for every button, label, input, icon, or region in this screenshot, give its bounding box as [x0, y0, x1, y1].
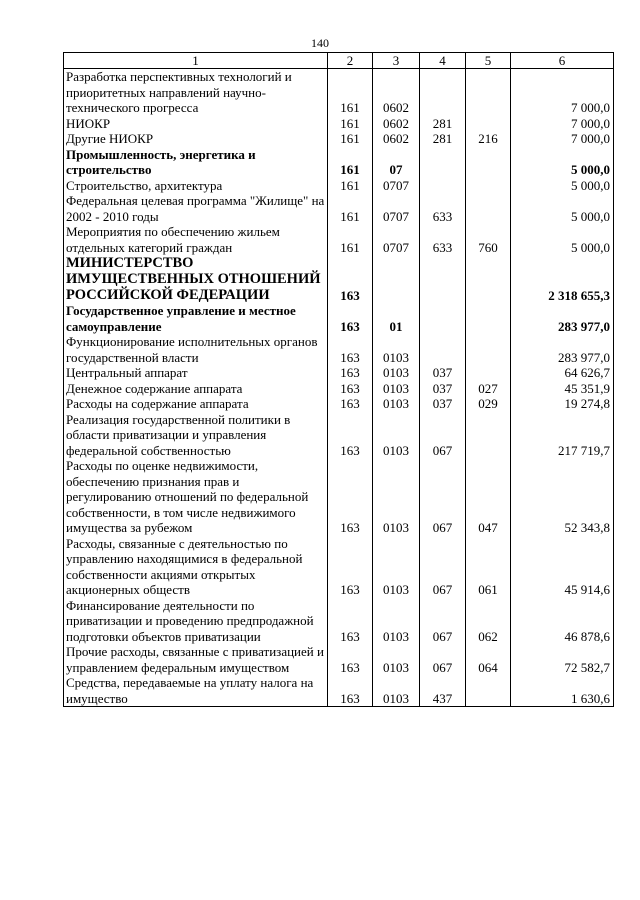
table-row [64, 598, 614, 645]
table-row [64, 69, 614, 116]
section-code: 01 [373, 303, 420, 334]
ministry-code: 163 [328, 303, 373, 334]
table-row [64, 396, 614, 412]
section-code: 0103 [373, 396, 420, 412]
section-code: 07 [373, 147, 420, 178]
row-name: МИНИСТЕРСТВО ИМУЩЕСТВЕННЫХ ОТНОШЕНИЙ РОССИЙСКОЙ ФЕДЕРАЦИИ [64, 255, 328, 303]
section-code: 0707 [373, 178, 420, 194]
target-code: 633 [420, 224, 466, 255]
ministry-code: 163 [328, 255, 373, 303]
section-code: 0103 [373, 412, 420, 459]
page-number: 140 [311, 36, 329, 50]
section-code: 0103 [373, 536, 420, 598]
section-code: 0103 [373, 458, 420, 536]
table-body [64, 69, 614, 707]
row-name: Расходы по оценке недвижимости, обеспечению признания прав и регулированию отношений по федеральной собственности, в том числе недвижимого имущества за рубежом [64, 458, 328, 536]
amount-value: 1 630,6 [511, 675, 614, 707]
target-code [420, 303, 466, 334]
section-code: 0103 [373, 334, 420, 365]
expense-code [466, 303, 511, 334]
expense-code [466, 178, 511, 194]
target-code: 281 [420, 131, 466, 147]
section-code: 0103 [373, 381, 420, 397]
table-row [64, 458, 614, 536]
table-row [64, 536, 614, 598]
amount-value: 64 626,7 [511, 365, 614, 381]
amount-value: 46 878,6 [511, 598, 614, 645]
ministry-code: 163 [328, 675, 373, 707]
table-row [64, 644, 614, 675]
amount-value: 5 000,0 [511, 147, 614, 178]
row-name: Строительство, архитектура [64, 178, 328, 194]
amount-value: 7 000,0 [511, 69, 614, 116]
expense-code: 062 [466, 598, 511, 645]
target-code: 037 [420, 365, 466, 381]
expense-code: 061 [466, 536, 511, 598]
ministry-code: 161 [328, 147, 373, 178]
amount-value: 45 351,9 [511, 381, 614, 397]
expense-code: 760 [466, 224, 511, 255]
section-code: 0602 [373, 116, 420, 132]
ministry-code: 163 [328, 458, 373, 536]
row-name: НИОКР [64, 116, 328, 132]
row-name: Разработка перспективных технологий и приоритетных направлений научно-технического прогресса [64, 69, 328, 116]
ministry-code: 163 [328, 334, 373, 365]
ministry-code: 163 [328, 644, 373, 675]
amount-value: 217 719,7 [511, 412, 614, 459]
ministry-code: 161 [328, 178, 373, 194]
ministry-code: 163 [328, 365, 373, 381]
amount-value: 5 000,0 [511, 178, 614, 194]
ministry-code: 163 [328, 412, 373, 459]
section-code: 0103 [373, 598, 420, 645]
target-code: 067 [420, 598, 466, 645]
amount-value: 52 343,8 [511, 458, 614, 536]
ministry-code: 161 [328, 193, 373, 224]
amount-value: 283 977,0 [511, 303, 614, 334]
ministry-code: 161 [328, 69, 373, 116]
expense-code [466, 365, 511, 381]
expense-code [466, 412, 511, 459]
row-name: Функционирование исполнительных органов государственной власти [64, 334, 328, 365]
table-row [64, 255, 614, 303]
section-code: 0602 [373, 69, 420, 116]
row-name: Реализация государственной политики в области приватизации и управления федеральной собственностью [64, 412, 328, 459]
table-row [64, 178, 614, 194]
table-row [64, 381, 614, 397]
column-header-6: 6 [511, 53, 614, 69]
expense-code [466, 116, 511, 132]
section-code: 0103 [373, 644, 420, 675]
amount-value: 5 000,0 [511, 193, 614, 224]
target-code [420, 178, 466, 194]
row-name: Прочие расходы, связанные с приватизацией и управлением федеральным имуществом [64, 644, 328, 675]
row-name: Центральный аппарат [64, 365, 328, 381]
target-code: 037 [420, 396, 466, 412]
expense-code [466, 69, 511, 116]
expense-code: 216 [466, 131, 511, 147]
table-row [64, 675, 614, 707]
section-code: 0602 [373, 131, 420, 147]
amount-value: 45 914,6 [511, 536, 614, 598]
target-code: 067 [420, 644, 466, 675]
amount-value: 7 000,0 [511, 131, 614, 147]
expense-code [466, 193, 511, 224]
section-code: 0707 [373, 224, 420, 255]
target-code [420, 334, 466, 365]
table-row [64, 131, 614, 147]
table-header [64, 53, 614, 69]
table-row [64, 224, 614, 255]
ministry-code: 161 [328, 224, 373, 255]
table-row [64, 412, 614, 459]
table-row [64, 116, 614, 132]
amount-value: 2 318 655,3 [511, 255, 614, 303]
column-header-2: 2 [328, 53, 373, 69]
target-code [420, 69, 466, 116]
expense-code [466, 675, 511, 707]
expense-code [466, 334, 511, 365]
table-row [64, 147, 614, 178]
budget-table [63, 52, 614, 707]
section-code [373, 255, 420, 303]
column-header-3: 3 [373, 53, 420, 69]
expense-code [466, 255, 511, 303]
section-code: 0103 [373, 365, 420, 381]
row-name: Финансирование деятельности по приватизации и проведению предпродажной подготовки объектов приватизации [64, 598, 328, 645]
amount-value: 283 977,0 [511, 334, 614, 365]
row-name: Другие НИОКР [64, 131, 328, 147]
row-name: Расходы, связанные с деятельностью по управлению находящимися в федеральной собственности акциями открытых акционерных обществ [64, 536, 328, 598]
ministry-code: 161 [328, 131, 373, 147]
table-row [64, 303, 614, 334]
target-code: 633 [420, 193, 466, 224]
row-name: Промышленность, энергетика и строительство [64, 147, 328, 178]
table-row [64, 193, 614, 224]
row-name: Денежное содержание аппарата [64, 381, 328, 397]
section-code: 0707 [373, 193, 420, 224]
target-code [420, 255, 466, 303]
expense-code: 064 [466, 644, 511, 675]
target-code: 067 [420, 412, 466, 459]
target-code: 281 [420, 116, 466, 132]
ministry-code: 163 [328, 598, 373, 645]
row-name: Средства, передаваемые на уплату налога на имущество [64, 675, 328, 707]
target-code: 067 [420, 458, 466, 536]
amount-value: 19 274,8 [511, 396, 614, 412]
column-header-1: 1 [64, 53, 328, 69]
expense-code [466, 147, 511, 178]
expense-code: 027 [466, 381, 511, 397]
row-name: Государственное управление и местное самоуправление [64, 303, 328, 334]
target-code [420, 147, 466, 178]
ministry-code: 161 [328, 116, 373, 132]
ministry-code: 163 [328, 536, 373, 598]
table-row [64, 365, 614, 381]
section-code: 0103 [373, 675, 420, 707]
column-header-4: 4 [420, 53, 466, 69]
ministry-code: 163 [328, 396, 373, 412]
amount-value: 72 582,7 [511, 644, 614, 675]
target-code: 037 [420, 381, 466, 397]
expense-code: 029 [466, 396, 511, 412]
row-name: Мероприятия по обеспечению жильем отдельных категорий граждан [64, 224, 328, 255]
ministry-code: 163 [328, 381, 373, 397]
expense-code: 047 [466, 458, 511, 536]
amount-value: 5 000,0 [511, 224, 614, 255]
row-name: Федеральная целевая программа "Жилище" на 2002 - 2010 годы [64, 193, 328, 224]
amount-value: 7 000,0 [511, 116, 614, 132]
target-code: 067 [420, 536, 466, 598]
row-name: Расходы на содержание аппарата [64, 396, 328, 412]
table-row [64, 334, 614, 365]
column-header-5: 5 [466, 53, 511, 69]
target-code: 437 [420, 675, 466, 707]
